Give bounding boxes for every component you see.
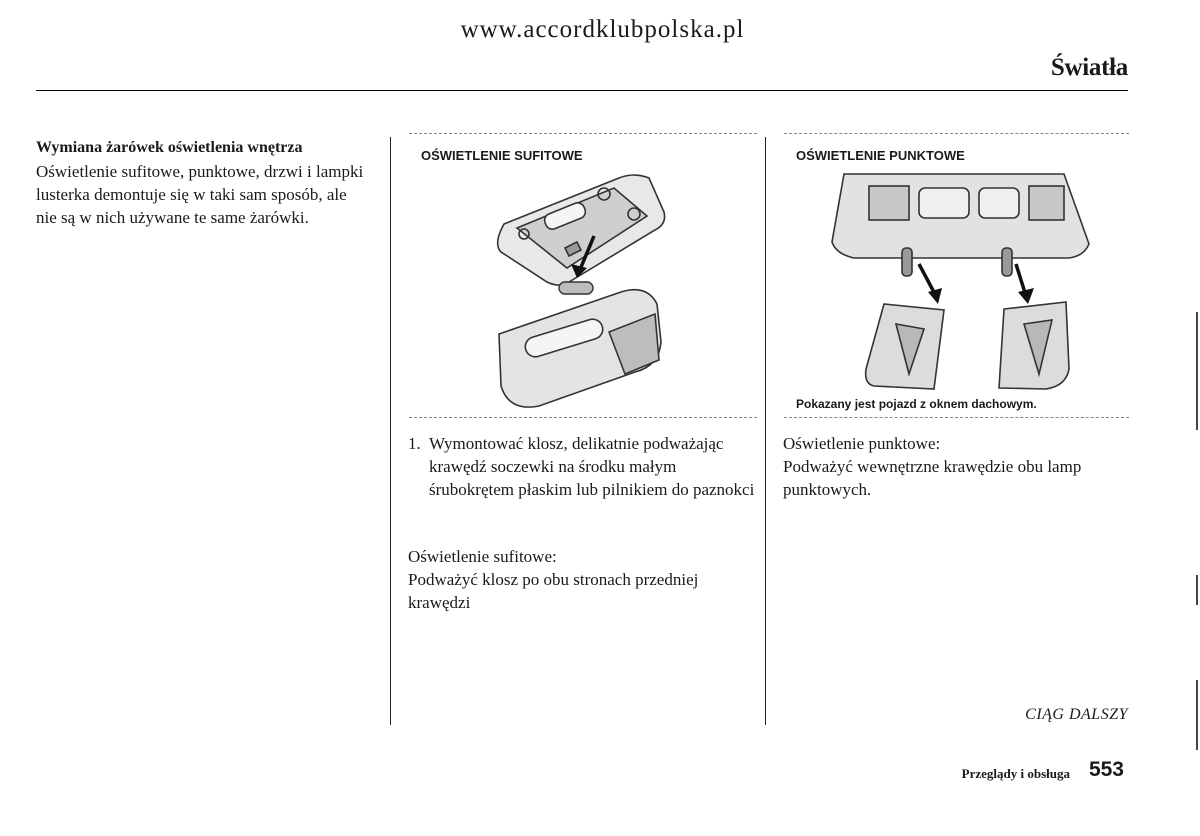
step-text: Wymontować klosz, delikatnie podważając krawędź soczewki na środku małym śrubokrętem płaskim lub pilnikiem do paznokci [429, 434, 755, 499]
header-rule [36, 90, 1128, 91]
scan-edge-mark [1196, 680, 1198, 750]
site-url: www.accordklubpolska.pl [460, 16, 745, 43]
ceiling-light-subheading: Oświetlenie sufitowe: [408, 547, 557, 566]
page-number: 553 [1088, 758, 1124, 781]
ceiling-light-instructions [408, 545, 748, 614]
scan-edge-mark [1196, 312, 1198, 430]
ceiling-light-figure-title: OŚWIETLENIE SUFITOWE [421, 148, 583, 163]
spot-light-instructions [783, 432, 1128, 501]
spot-light-figure-caption: Pokazany jest pojazd z oknem dachowym. [796, 397, 1037, 411]
section-title: Światła [1050, 54, 1128, 81]
spot-light-illustration [784, 164, 1129, 394]
continued-label: CIĄG DALSZY [1025, 706, 1128, 723]
column-rule-right [765, 137, 766, 725]
left-body: Oświetlenie sufitowe, punktowe, drzwi i lampki lusterka demontuje się w taki sam sposób, ale nie są w nich używane te same żarówki. [36, 162, 364, 227]
spot-light-subheading: Oświetlenie punktowe: [783, 434, 941, 453]
ceiling-light-figure [409, 133, 757, 418]
left-heading: Wymiana żarówek oświetlenia wnętrza [36, 139, 303, 156]
ceiling-light-illustration [409, 164, 757, 414]
spot-light-figure [784, 133, 1129, 418]
step-number: 1. [408, 434, 421, 453]
ceiling-light-subtext: Podważyć klosz po obu stronach przedniej krawędzi [408, 570, 699, 612]
column-rule-left [390, 137, 391, 725]
footer-section: Przeglądy i obsługa [961, 766, 1070, 781]
spot-light-figure-title: OŚWIETLENIE PUNKTOWE [796, 148, 965, 163]
scan-edge-mark [1196, 575, 1198, 605]
spot-light-subtext: Podważyć wewnętrzne krawędzie obu lamp punktowych. [783, 457, 1082, 499]
